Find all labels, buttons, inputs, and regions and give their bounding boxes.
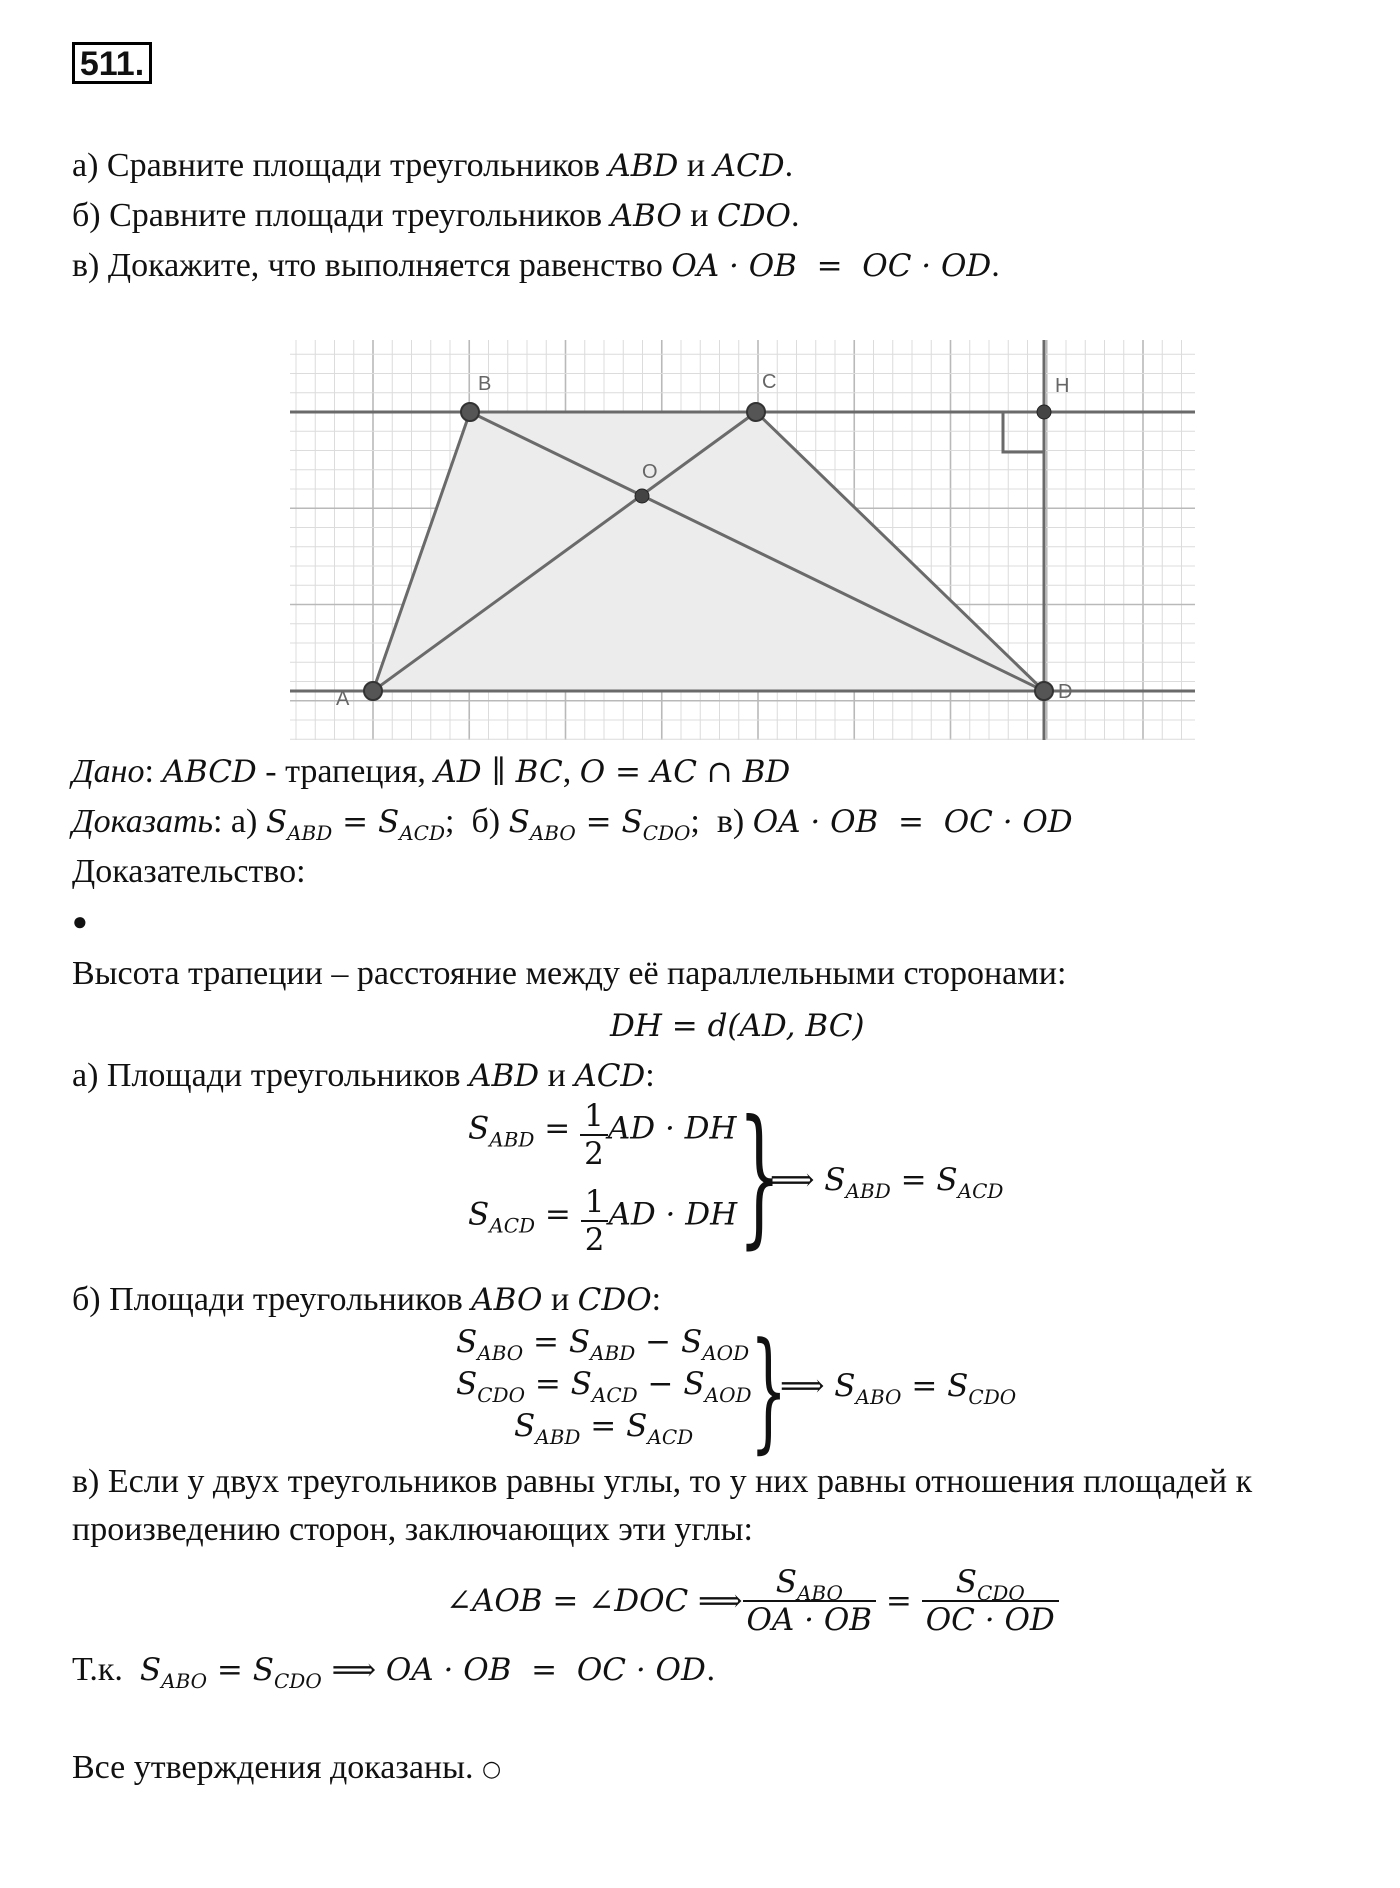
task-c: в) Докажите, что выполняется равенство OA · OB = OC · OD. [72, 247, 1000, 284]
part-c-formula: ∠AOB = ∠DOC ⟹ $\frac{S_{ABO}}{OA \cdot OB}$ = $\frac{S_{CDO}}{OC \cdot OD}$ [446, 1556, 1059, 1646]
point-o [635, 489, 649, 503]
point-h [1037, 405, 1051, 419]
point-d [1035, 682, 1053, 700]
task-a: а) Сравните площади треугольников ABD и ACD. [72, 147, 794, 184]
label-d: D [1058, 681, 1073, 703]
fraction-abo: $\frac{S_{ABO}}{OA \cdot OB}$ [743, 1564, 877, 1638]
part-b-result: ⟹ $S_{ABO} = S_{CDO}$ [780, 1368, 1017, 1409]
brace-b: } [750, 1314, 788, 1466]
label-h: H [1055, 375, 1070, 397]
point-b [461, 403, 479, 421]
label-b: B [478, 373, 492, 395]
fraction-half: $\frac{1}{2}$ [580, 1098, 608, 1172]
height-text: Высота трапеции – расстояние между её параллельными сторонами: [72, 955, 1067, 992]
label-o: O [642, 461, 658, 483]
part-a-result: ⟹ $S_{ABD} = S_{ACD}$ [770, 1162, 1004, 1203]
proof-title: Доказательство: [72, 853, 306, 890]
part-a-eq2: $S_{ACD}$ = $\frac{1}{2}$ AD · DH [468, 1184, 738, 1258]
part-a-eq1: $S_{ABD}$ = $\frac{1}{2}$ AD · DH [468, 1098, 737, 1172]
end-of-proof-mark: ○ [481, 1757, 502, 1783]
fraction-half: $\frac{1}{2}$ [581, 1184, 609, 1258]
trapezoid-fill [373, 412, 1044, 691]
bullet: ● [72, 907, 88, 936]
part-b-eq3: $S_{ABD} = S_{ACD}$ [514, 1408, 694, 1449]
part-a-heading: а) Площади треугольников ABD и ACD: [72, 1057, 655, 1094]
part-c-conclusion: Т.к. $S_{ABO} = S_{CDO}$ ⟹ OA · OB = OC · OD. [72, 1651, 716, 1693]
part-c-line1: в) Если у двух треугольников равны углы, то у них равны отношения площадей к [72, 1463, 1253, 1500]
part-b-heading: б) Площади треугольников ABO и CDO: [72, 1281, 662, 1318]
height-formula: DH = d(AD, BC) [610, 1008, 865, 1044]
given-line: Дано: ABCD - трапеция, AD ∥ BC, O = AC ∩ BD [72, 753, 791, 790]
task-b: б) Сравните площади треугольников ABO и CDO. [72, 197, 800, 234]
part-b-eq1: $S_{ABO} = S_{ABD} - S_{AOD}$ [456, 1324, 750, 1365]
prove-line: Доказать: а) $S_{ABD} = S_{ACD}$; б) $S_{ABO} = S_{CDO}$; в) OA · OB = OC · OD [72, 803, 1073, 845]
part-c-line2: произведению сторон, заключающих эти углы: [72, 1511, 753, 1548]
part-b-eq2: $S_{CDO} = S_{ACD} - S_{AOD}$ [456, 1366, 752, 1407]
label-a: A [336, 688, 350, 710]
final-statement: Все утверждения доказаны. ○ [72, 1749, 502, 1786]
brace-a: } [738, 1089, 781, 1263]
problem-number: 511. [72, 42, 152, 84]
fraction-cdo: $\frac{S_{CDO}}{OC \cdot OD}$ [922, 1564, 1059, 1638]
point-a [364, 682, 382, 700]
label-c: C [762, 371, 777, 393]
trapezoid-figure [290, 340, 1195, 740]
right-angle-mark [1003, 412, 1044, 452]
point-c [747, 403, 765, 421]
